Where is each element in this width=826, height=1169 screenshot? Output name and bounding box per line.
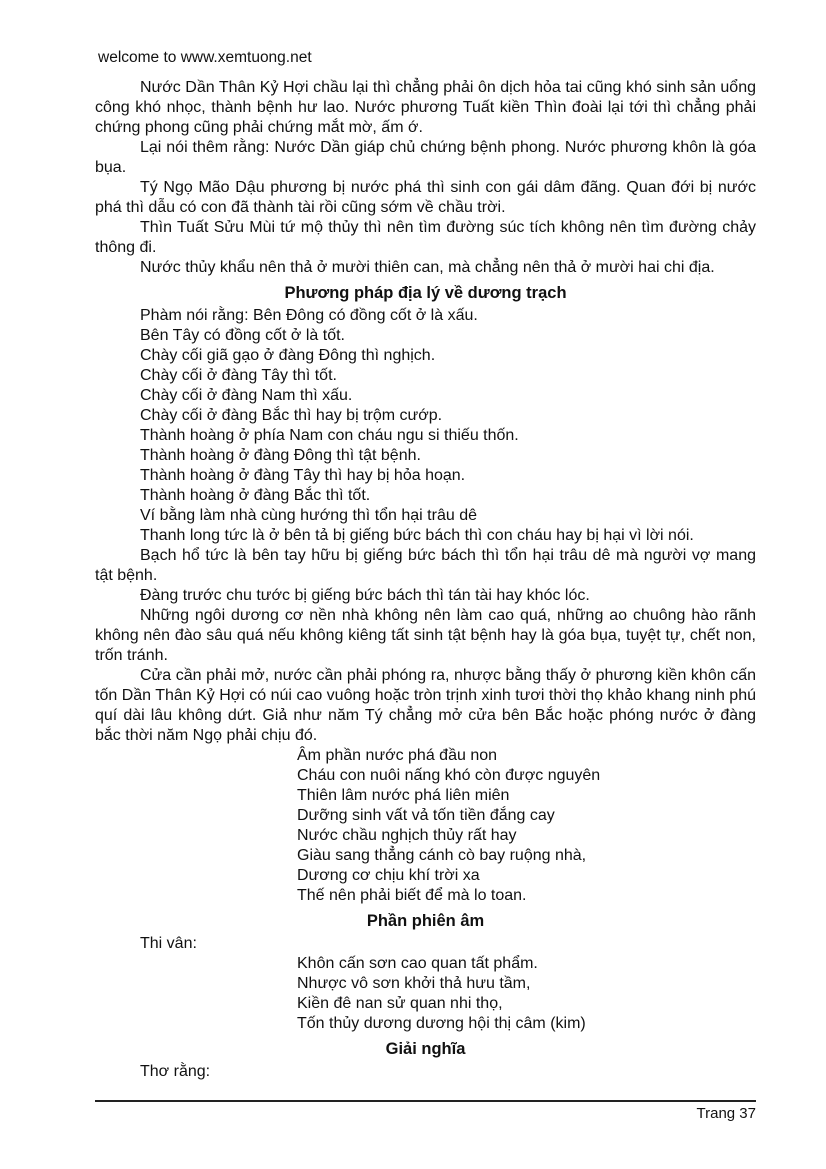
intro-paragraph: Thìn Tuất Sửu Mùi tứ mộ thủy thì nên tìm đường súc tích không nên tìm đường chảy thông đi.	[95, 219, 756, 256]
verse-block-thi-van	[297, 954, 756, 1034]
body-paragraph: Bên Tây có đồng cốt ở là tốt.	[140, 327, 345, 344]
section-heading-phien-am: Phần phiên âm	[366, 912, 485, 930]
verse-line: Thiên lâm nước phá liên miên	[297, 787, 510, 804]
body-paragraph: Chày cối ở đàng Tây thì tốt.	[140, 367, 337, 384]
intro-paragraph: Nước Dần Thân Kỷ Hợi chầu lại thì chẳng phải ôn dịch hỏa tai cũng khó sinh sản uổng công khó nhọc, thành bệnh hư lao. Nước phương Tuất kiền Thìn đoài lại tới thì chẳng phải chứng phong cũng phải chứng mắt mờ, ấm ớ.	[95, 79, 756, 136]
body-paragraph: Chày cối giã gạo ở đàng Đông thì nghịch.	[140, 347, 436, 364]
body-paragraph: Thành hoàng ở phía Nam con cháu ngu si thiếu thốn.	[140, 427, 519, 444]
body-paragraph: Thành hoàng ở đàng Tây thì hay bị hỏa hoạn.	[140, 467, 466, 484]
footer-divider	[95, 1100, 756, 1102]
verse-line: Khôn cấn sơn cao quan tất phẩm.	[297, 955, 538, 972]
body-paragraph: Đàng trước chu tước bị giếng bức bách thì tán tài hay khóc lóc.	[140, 587, 590, 604]
body-paragraph: Ví bằng làm nhà cùng hướng thì tổn hại trâu dê	[140, 507, 477, 524]
verse-line: Cháu con nuôi nấng khó còn được nguyên	[297, 767, 601, 784]
section-heading-phuong-phap: Phương pháp địa lý về dương trạch	[284, 284, 567, 302]
section-heading-giai-nghia: Giải nghĩa	[385, 1040, 466, 1058]
verse-line: Dương cơ chịu khí trời xa	[297, 867, 480, 884]
intro-paragraph: Lại nói thêm rằng: Nước Dần giáp chủ chứng bệnh phong. Nước phương khôn là góa bụa.	[95, 139, 756, 176]
body-paragraph: Cửa cần phải mở, nước cần phải phóng ra, nhược bằng thấy ở phương kiền khôn cấn tốn Dần Thân Kỷ Hợi có núi cao vuông hoặc tròn trịnh xinh tươi thời thọ khảo khang ninh phú quí dài lâu không dứt. Giả như năm Tý chẳng mở cửa bên Bắc hoặc phóng nước ở đàng bắc thời năm Ngọ phải chịu đó.	[95, 667, 756, 744]
label-tho-rang: Thơ rằng:	[140, 1063, 211, 1080]
verse-line: Kiền đê nan sử quan nhi thọ,	[297, 995, 503, 1012]
verse-line: Âm phần nước phá đầu non	[297, 747, 498, 764]
verse-line: Tốn thủy dương dương hội thị câm (kim)	[297, 1015, 586, 1032]
page-number: Trang 37	[696, 1105, 756, 1122]
verse-line: Nhược vô sơn khởi thả hưu tầm,	[297, 975, 531, 992]
verse-line: Giàu sang thẳng cánh cò bay ruộng nhà,	[297, 847, 587, 864]
verse-line: Dưỡng sinh vất vả tốn tiền đắng cay	[297, 807, 555, 824]
body-paragraph: Thành hoàng ở đàng Đông thì tật bệnh.	[140, 447, 421, 464]
verse-block-am-phan	[297, 746, 756, 906]
body-paragraph: Thanh long tức là ở bên tả bị giếng bức bách thì con cháu hay bị hại vì lời nói.	[140, 527, 694, 544]
site-header-text: welcome to www.xemtuong.net	[98, 49, 312, 66]
intro-paragraph: Nước thủy khẩu nên thả ở mười thiên can, mà chẳng nên thả ở mười hai chi địa.	[140, 259, 715, 276]
body-paragraph: Phàm nói rằng: Bên Đông có đồng cốt ở là xấu.	[140, 307, 478, 324]
body-paragraph: Bạch hổ tức là bên tay hữu bị giếng bức bách thì tổn hại trâu dê mà người vợ mang tật bệnh.	[95, 547, 756, 584]
body-paragraph: Chày cối ở đàng Nam thì xấu.	[140, 387, 353, 404]
intro-paragraph: Tý Ngọ Mão Dậu phương bị nước phá thì sinh con gái dâm đãng. Quan đới bị nước phá thì dẫu có con đã thành tài rồi cũng sớm về chầu trời.	[95, 179, 756, 216]
verse-line: Thế nên phải biết để mà lo toan.	[297, 887, 527, 904]
body-paragraph: Những ngôi dương cơ nền nhà không nên làm cao quá, những ao chuông hào rãnh không nên đào sâu quá nếu không kiêng tất sinh tật bệnh hay là góa bụa, tuyệt tự, chết non, trốn tránh.	[95, 607, 756, 664]
body-paragraph: Chày cối ở đàng Bắc thì hay bị trộm cướp.	[140, 407, 443, 424]
label-thi-van: Thi vân:	[140, 935, 197, 952]
verse-line: Nước chầu nghịch thủy rất hay	[297, 827, 517, 844]
body-paragraph: Thành hoàng ở đàng Bắc thì tốt.	[140, 487, 371, 504]
